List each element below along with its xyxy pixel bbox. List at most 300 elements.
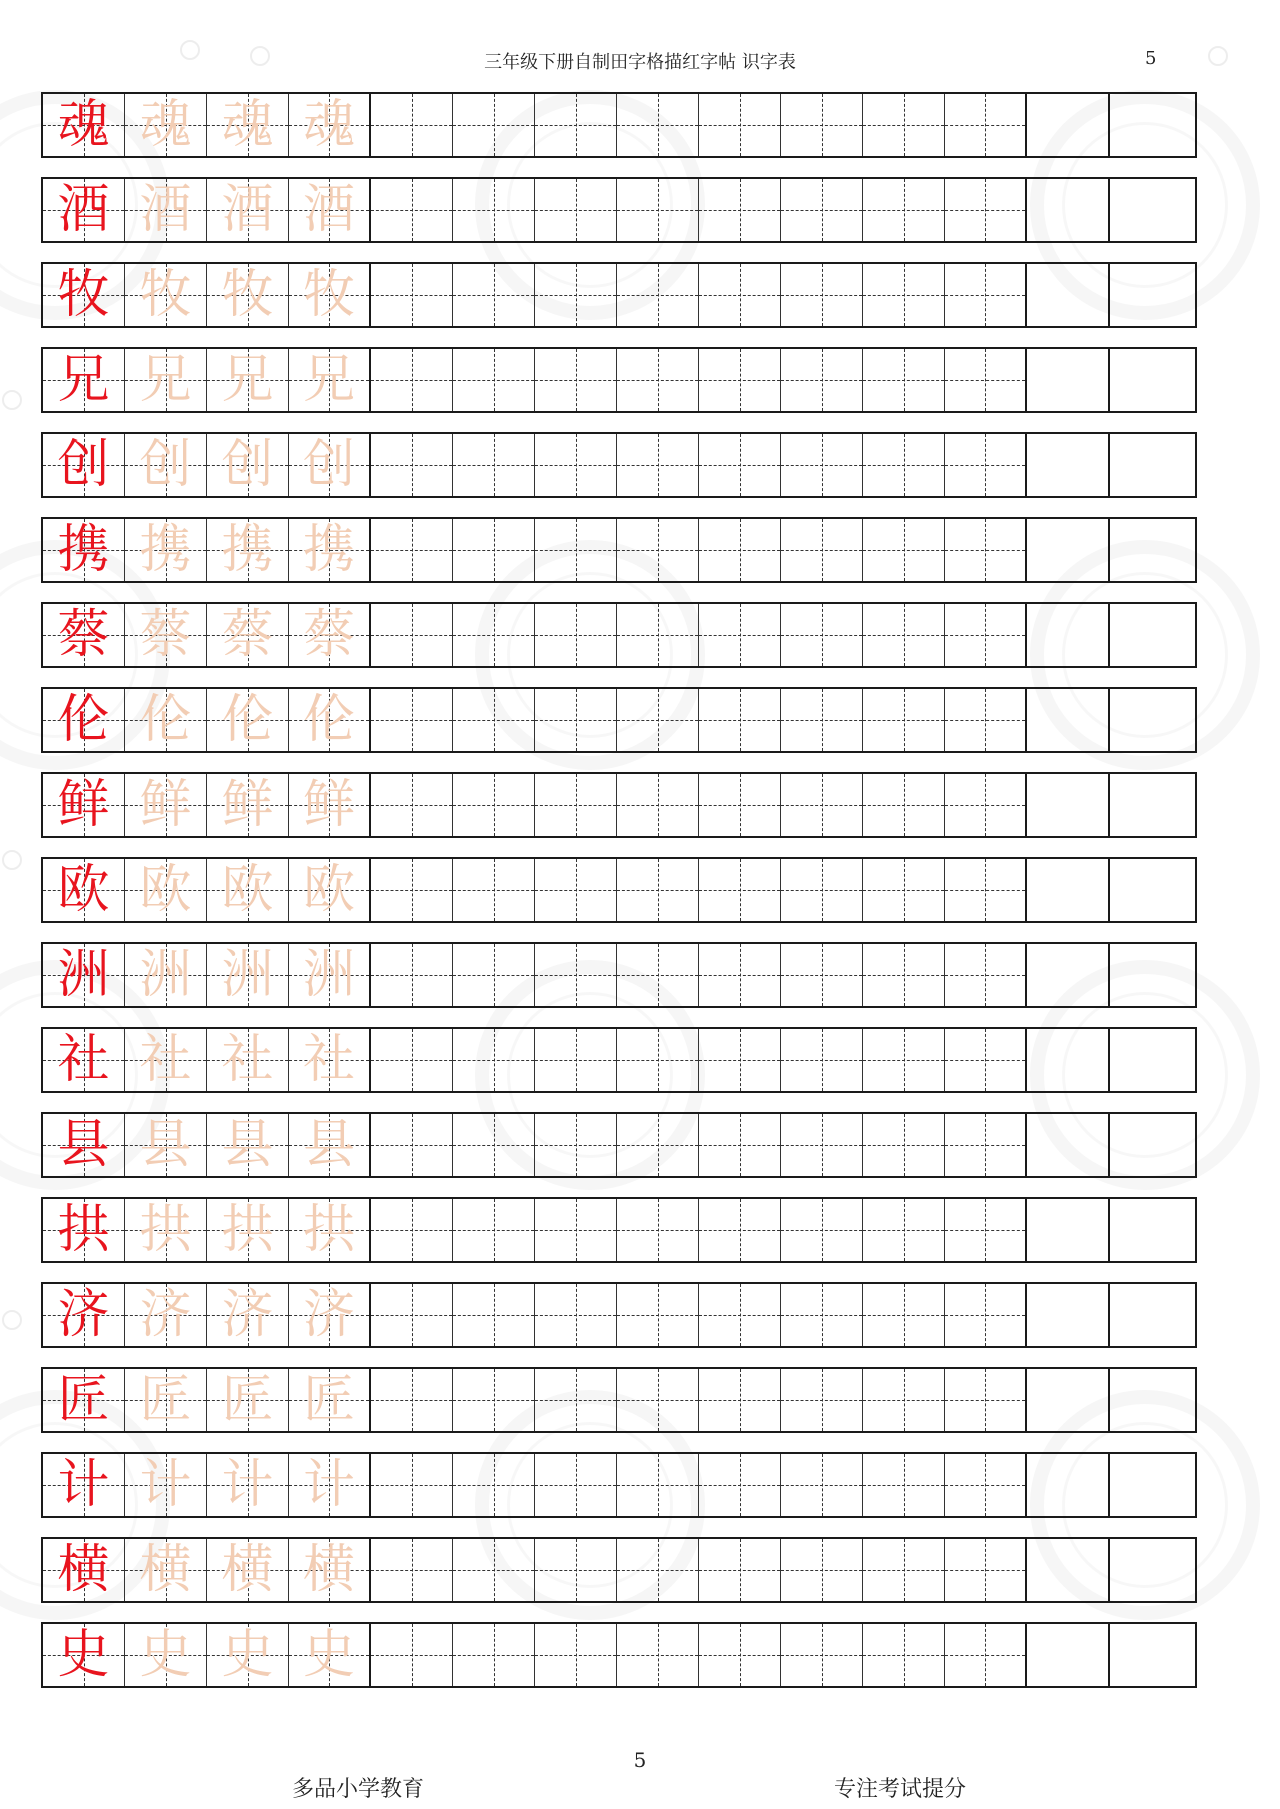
model-character: 县	[57, 1115, 110, 1175]
blank-practice-cell	[1027, 519, 1110, 581]
model-character-cell	[43, 1369, 125, 1431]
blank-practice-cell	[945, 1539, 1027, 1601]
blank-practice-cell	[945, 349, 1027, 411]
watermark-dot	[2, 390, 22, 410]
practice-row	[41, 602, 1197, 668]
trace-character-cell	[207, 1539, 289, 1601]
blank-practice-cell	[781, 519, 863, 581]
blank-practice-cell	[863, 944, 945, 1006]
trace-character-cell	[207, 1114, 289, 1176]
blank-practice-cell	[1110, 179, 1193, 241]
blank-practice-cell	[371, 1199, 453, 1261]
trace-character: 社	[139, 1030, 192, 1090]
model-character-cell	[43, 264, 125, 326]
blank-practice-cell	[863, 179, 945, 241]
blank-practice-cell	[863, 1199, 945, 1261]
blank-practice-cell	[617, 1284, 699, 1346]
trace-character-cell	[125, 1029, 207, 1091]
blank-practice-cell	[371, 604, 453, 666]
model-character: 济	[57, 1285, 110, 1345]
blank-practice-cell	[699, 1454, 781, 1516]
blank-practice-cell	[699, 1114, 781, 1176]
blank-practice-cell	[535, 519, 617, 581]
blank-practice-cell	[1110, 1624, 1193, 1686]
trace-character: 史	[221, 1625, 274, 1685]
model-character-cell	[43, 859, 125, 921]
watermark-dot	[2, 1310, 22, 1330]
blank-practice-cell	[863, 1369, 945, 1431]
trace-character-cell	[207, 1369, 289, 1431]
trace-character-cell	[125, 179, 207, 241]
trace-character-cell	[125, 689, 207, 751]
blank-practice-cell	[1110, 944, 1193, 1006]
trace-character: 创	[302, 435, 355, 495]
trace-character: 横	[139, 1540, 192, 1600]
blank-practice-cell	[1110, 774, 1193, 836]
blank-practice-cell	[535, 1284, 617, 1346]
practice-row	[41, 1622, 1197, 1688]
trace-character-cell	[289, 944, 371, 1006]
trace-character-cell	[207, 1284, 289, 1346]
trace-character-cell	[125, 264, 207, 326]
model-character: 欧	[57, 860, 110, 920]
blank-practice-cell	[535, 349, 617, 411]
trace-character: 史	[139, 1625, 192, 1685]
blank-practice-cell	[617, 519, 699, 581]
blank-practice-cell	[453, 1454, 535, 1516]
model-character-cell	[43, 1539, 125, 1601]
blank-practice-cell	[699, 179, 781, 241]
blank-practice-cell	[535, 689, 617, 751]
trace-character: 县	[302, 1115, 355, 1175]
blank-practice-cell	[1110, 94, 1193, 156]
blank-practice-cell	[617, 774, 699, 836]
blank-practice-cell	[945, 1029, 1027, 1091]
blank-practice-cell	[1110, 859, 1193, 921]
blank-practice-cell	[1027, 1029, 1110, 1091]
blank-practice-cell	[453, 519, 535, 581]
blank-practice-cell	[945, 179, 1027, 241]
trace-character: 携	[302, 520, 355, 580]
model-character-cell	[43, 519, 125, 581]
trace-character: 横	[302, 1540, 355, 1600]
blank-practice-cell	[945, 1369, 1027, 1431]
practice-row	[41, 1197, 1197, 1263]
blank-practice-cell	[945, 519, 1027, 581]
practice-row	[41, 1027, 1197, 1093]
model-character: 创	[57, 435, 110, 495]
model-character: 计	[57, 1455, 110, 1515]
blank-practice-cell	[863, 1284, 945, 1346]
trace-character: 携	[139, 520, 192, 580]
blank-practice-cell	[945, 434, 1027, 496]
trace-character-cell	[289, 1454, 371, 1516]
blank-practice-cell	[781, 689, 863, 751]
model-character: 鲜	[57, 775, 110, 835]
trace-character-cell	[289, 434, 371, 496]
page-title: 三年级下册自制田字格描红字帖 识字表	[484, 52, 796, 73]
blank-practice-cell	[1110, 1369, 1193, 1431]
blank-practice-cell	[1027, 179, 1110, 241]
blank-practice-cell	[453, 94, 535, 156]
watermark-dot	[2, 850, 22, 870]
trace-character: 计	[221, 1455, 274, 1515]
blank-practice-cell	[781, 1369, 863, 1431]
model-character-cell	[43, 434, 125, 496]
trace-character: 牧	[139, 265, 192, 325]
blank-practice-cell	[617, 349, 699, 411]
trace-character: 蔡	[302, 605, 355, 665]
blank-practice-cell	[617, 689, 699, 751]
trace-character-cell	[289, 1284, 371, 1346]
model-character-cell	[43, 689, 125, 751]
blank-practice-cell	[1110, 1199, 1193, 1261]
model-character: 魂	[57, 95, 110, 155]
trace-character-cell	[125, 1369, 207, 1431]
trace-character: 匠	[302, 1370, 355, 1430]
blank-practice-cell	[453, 1284, 535, 1346]
blank-practice-cell	[781, 1454, 863, 1516]
blank-practice-cell	[863, 1029, 945, 1091]
practice-row	[41, 347, 1197, 413]
trace-character-cell	[207, 94, 289, 156]
blank-practice-cell	[453, 1369, 535, 1431]
trace-character: 伦	[302, 690, 355, 750]
trace-character-cell	[125, 1624, 207, 1686]
trace-character: 计	[139, 1455, 192, 1515]
blank-practice-cell	[1027, 774, 1110, 836]
blank-practice-cell	[699, 859, 781, 921]
blank-practice-cell	[863, 264, 945, 326]
trace-character: 魂	[302, 95, 355, 155]
trace-character-cell	[125, 349, 207, 411]
blank-practice-cell	[945, 264, 1027, 326]
blank-practice-cell	[699, 264, 781, 326]
trace-character: 蔡	[221, 605, 274, 665]
blank-practice-cell	[699, 774, 781, 836]
blank-practice-cell	[1027, 1539, 1110, 1601]
blank-practice-cell	[699, 944, 781, 1006]
model-character-cell	[43, 1199, 125, 1261]
trace-character-cell	[207, 264, 289, 326]
blank-practice-cell	[945, 1454, 1027, 1516]
model-character: 社	[57, 1030, 110, 1090]
blank-practice-cell	[535, 1454, 617, 1516]
blank-practice-cell	[781, 1624, 863, 1686]
model-character: 兄	[57, 350, 110, 410]
blank-practice-cell	[699, 1199, 781, 1261]
blank-practice-cell	[617, 1114, 699, 1176]
blank-practice-cell	[617, 604, 699, 666]
blank-practice-cell	[699, 434, 781, 496]
trace-character-cell	[207, 944, 289, 1006]
trace-character-cell	[207, 1454, 289, 1516]
blank-practice-cell	[699, 1369, 781, 1431]
model-character: 伦	[57, 690, 110, 750]
blank-practice-cell	[1027, 859, 1110, 921]
blank-practice-cell	[617, 1369, 699, 1431]
model-character-cell	[43, 774, 125, 836]
blank-practice-cell	[1027, 944, 1110, 1006]
blank-practice-cell	[863, 1114, 945, 1176]
blank-practice-cell	[453, 264, 535, 326]
blank-practice-cell	[781, 349, 863, 411]
blank-practice-cell	[617, 264, 699, 326]
trace-character: 济	[221, 1285, 274, 1345]
trace-character: 酒	[221, 180, 274, 240]
blank-practice-cell	[945, 94, 1027, 156]
trace-character: 济	[302, 1285, 355, 1345]
blank-practice-cell	[1027, 1369, 1110, 1431]
blank-practice-cell	[781, 1199, 863, 1261]
blank-practice-cell	[617, 859, 699, 921]
model-character: 横	[57, 1540, 110, 1600]
blank-practice-cell	[781, 94, 863, 156]
practice-row	[41, 942, 1197, 1008]
blank-practice-cell	[617, 1454, 699, 1516]
blank-practice-cell	[1027, 264, 1110, 326]
blank-practice-cell	[699, 1284, 781, 1346]
practice-row	[41, 177, 1197, 243]
blank-practice-cell	[535, 94, 617, 156]
blank-practice-cell	[945, 1199, 1027, 1261]
trace-character: 匠	[139, 1370, 192, 1430]
trace-character-cell	[207, 1029, 289, 1091]
model-character-cell	[43, 1284, 125, 1346]
blank-practice-cell	[453, 1029, 535, 1091]
trace-character: 横	[221, 1540, 274, 1600]
blank-practice-cell	[453, 1114, 535, 1176]
blank-practice-cell	[1110, 1454, 1193, 1516]
blank-practice-cell	[781, 1114, 863, 1176]
trace-character: 拱	[302, 1200, 355, 1260]
trace-character: 创	[139, 435, 192, 495]
blank-practice-cell	[371, 94, 453, 156]
footer-page-number: 5	[633, 1748, 647, 1772]
practice-row	[41, 1452, 1197, 1518]
blank-practice-cell	[699, 349, 781, 411]
blank-practice-cell	[371, 1029, 453, 1091]
blank-practice-cell	[699, 1539, 781, 1601]
model-character: 拱	[57, 1200, 110, 1260]
trace-character-cell	[289, 94, 371, 156]
trace-character: 酒	[139, 180, 192, 240]
blank-practice-cell	[371, 349, 453, 411]
blank-practice-cell	[453, 774, 535, 836]
blank-practice-cell	[453, 1199, 535, 1261]
trace-character-cell	[125, 1539, 207, 1601]
trace-character: 洲	[302, 945, 355, 1005]
blank-practice-cell	[863, 1454, 945, 1516]
blank-practice-cell	[453, 1539, 535, 1601]
blank-practice-cell	[371, 1624, 453, 1686]
blank-practice-cell	[617, 1029, 699, 1091]
blank-practice-cell	[945, 944, 1027, 1006]
trace-character: 鲜	[221, 775, 274, 835]
trace-character-cell	[125, 1454, 207, 1516]
blank-practice-cell	[371, 944, 453, 1006]
blank-practice-cell	[535, 179, 617, 241]
blank-practice-cell	[453, 434, 535, 496]
blank-practice-cell	[863, 94, 945, 156]
trace-character: 创	[221, 435, 274, 495]
trace-character-cell	[207, 689, 289, 751]
trace-character: 蔡	[139, 605, 192, 665]
blank-practice-cell	[371, 1284, 453, 1346]
trace-character-cell	[125, 774, 207, 836]
blank-practice-cell	[945, 689, 1027, 751]
trace-character: 济	[139, 1285, 192, 1345]
blank-practice-cell	[1110, 349, 1193, 411]
blank-practice-cell	[453, 349, 535, 411]
blank-practice-cell	[371, 1454, 453, 1516]
trace-character-cell	[125, 1284, 207, 1346]
blank-practice-cell	[535, 1624, 617, 1686]
blank-practice-cell	[1110, 1114, 1193, 1176]
trace-character: 牧	[302, 265, 355, 325]
trace-character: 洲	[139, 945, 192, 1005]
blank-practice-cell	[1110, 1539, 1193, 1601]
trace-character-cell	[207, 349, 289, 411]
blank-practice-cell	[535, 1029, 617, 1091]
blank-practice-cell	[535, 774, 617, 836]
blank-practice-cell	[617, 1539, 699, 1601]
practice-row	[41, 517, 1197, 583]
blank-practice-cell	[371, 264, 453, 326]
blank-practice-cell	[945, 859, 1027, 921]
blank-practice-cell	[371, 519, 453, 581]
blank-practice-cell	[781, 264, 863, 326]
blank-practice-cell	[1027, 1284, 1110, 1346]
blank-practice-cell	[863, 434, 945, 496]
blank-practice-cell	[1027, 1199, 1110, 1261]
model-character-cell	[43, 349, 125, 411]
trace-character-cell	[289, 1199, 371, 1261]
trace-character-cell	[125, 1199, 207, 1261]
blank-practice-cell	[535, 264, 617, 326]
blank-practice-cell	[863, 1624, 945, 1686]
trace-character-cell	[125, 434, 207, 496]
trace-character-cell	[207, 604, 289, 666]
trace-character-cell	[289, 1369, 371, 1431]
blank-practice-cell	[371, 859, 453, 921]
blank-practice-cell	[371, 1539, 453, 1601]
trace-character-cell	[207, 519, 289, 581]
trace-character: 兄	[139, 350, 192, 410]
trace-character: 计	[302, 1455, 355, 1515]
trace-character: 鲜	[139, 775, 192, 835]
blank-practice-cell	[453, 179, 535, 241]
blank-practice-cell	[781, 434, 863, 496]
blank-practice-cell	[1110, 604, 1193, 666]
trace-character-cell	[289, 179, 371, 241]
blank-practice-cell	[1027, 434, 1110, 496]
footer-slogan: 专注考试提分	[834, 1777, 967, 1802]
trace-character-cell	[289, 859, 371, 921]
trace-character: 社	[302, 1030, 355, 1090]
trace-character: 伦	[139, 690, 192, 750]
trace-character-cell	[289, 519, 371, 581]
practice-row	[41, 772, 1197, 838]
blank-practice-cell	[863, 774, 945, 836]
trace-character: 携	[221, 520, 274, 580]
blank-practice-cell	[1027, 1114, 1110, 1176]
practice-grid	[41, 92, 1197, 1688]
model-character: 酒	[57, 180, 110, 240]
trace-character-cell	[289, 774, 371, 836]
trace-character-cell	[125, 94, 207, 156]
blank-practice-cell	[535, 859, 617, 921]
blank-practice-cell	[699, 689, 781, 751]
trace-character-cell	[289, 604, 371, 666]
trace-character: 魂	[221, 95, 274, 155]
blank-practice-cell	[617, 434, 699, 496]
blank-practice-cell	[1027, 349, 1110, 411]
blank-practice-cell	[617, 1199, 699, 1261]
trace-character: 伦	[221, 690, 274, 750]
blank-practice-cell	[781, 604, 863, 666]
model-character-cell	[43, 1029, 125, 1091]
blank-practice-cell	[863, 689, 945, 751]
blank-practice-cell	[535, 944, 617, 1006]
blank-practice-cell	[945, 1114, 1027, 1176]
footer-brand: 多品小学教育	[292, 1777, 425, 1802]
trace-character: 欧	[221, 860, 274, 920]
practice-row	[41, 92, 1197, 158]
blank-practice-cell	[535, 434, 617, 496]
blank-practice-cell	[781, 859, 863, 921]
blank-practice-cell	[781, 774, 863, 836]
trace-character-cell	[289, 1114, 371, 1176]
blank-practice-cell	[617, 94, 699, 156]
trace-character-cell	[289, 689, 371, 751]
blank-practice-cell	[453, 1624, 535, 1686]
practice-row	[41, 687, 1197, 753]
model-character: 携	[57, 520, 110, 580]
trace-character: 县	[139, 1115, 192, 1175]
practice-row	[41, 1112, 1197, 1178]
blank-practice-cell	[1027, 604, 1110, 666]
trace-character-cell	[289, 1624, 371, 1686]
trace-character-cell	[125, 519, 207, 581]
trace-character-cell	[125, 604, 207, 666]
blank-practice-cell	[371, 434, 453, 496]
model-character: 史	[57, 1625, 110, 1685]
trace-character-cell	[125, 944, 207, 1006]
practice-row	[41, 857, 1197, 923]
trace-character: 兄	[221, 350, 274, 410]
trace-character-cell	[207, 434, 289, 496]
blank-practice-cell	[863, 859, 945, 921]
blank-practice-cell	[617, 944, 699, 1006]
trace-character: 史	[302, 1625, 355, 1685]
blank-practice-cell	[371, 1114, 453, 1176]
model-character-cell	[43, 1114, 125, 1176]
blank-practice-cell	[1027, 1624, 1110, 1686]
blank-practice-cell	[453, 689, 535, 751]
blank-practice-cell	[863, 1539, 945, 1601]
trace-character-cell	[207, 1624, 289, 1686]
trace-character-cell	[289, 1029, 371, 1091]
blank-practice-cell	[1027, 1454, 1110, 1516]
model-character: 牧	[57, 265, 110, 325]
blank-practice-cell	[617, 179, 699, 241]
blank-practice-cell	[453, 859, 535, 921]
blank-practice-cell	[781, 1029, 863, 1091]
practice-row	[41, 1367, 1197, 1433]
trace-character: 匠	[221, 1370, 274, 1430]
trace-character: 酒	[302, 180, 355, 240]
